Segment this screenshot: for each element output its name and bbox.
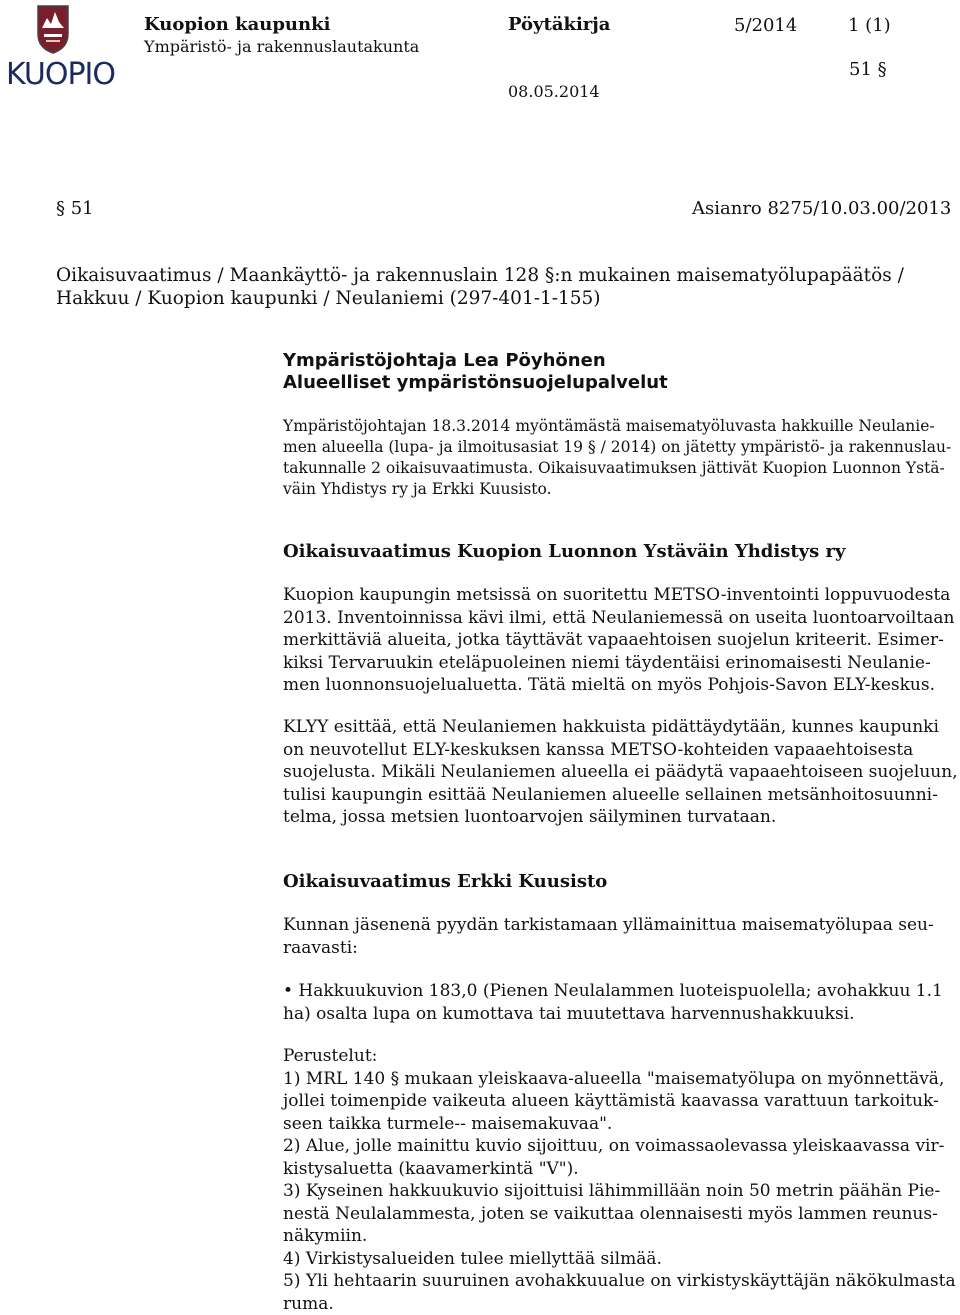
intro-line: men alueella (lupa- ja ilmoitusasiat 19 § / 2014) on jätetty ympäristö- ja rakennuslau- — [283, 437, 951, 458]
case-number: Asianro 8275/10.03.00/2013 — [692, 198, 951, 219]
paragraph-line: 2013. Inventoinnissa kävi ilmi, että Neulaniemessä on useita luontoarvoiltaan — [283, 607, 954, 630]
doc-type: Pöytäkirja — [508, 14, 610, 35]
reason-line: Perustelut: — [283, 1045, 956, 1068]
paragraph-line: Kunnan jäsenenä pyydän tarkistamaan yllämainittua maisematyölupaa seu- — [283, 914, 934, 937]
presenter-line: Ympäristöjohtaja Lea Pöyhönen — [283, 350, 668, 372]
intro-line: väin Yhdistys ry ja Erkki Kuusisto. — [283, 479, 951, 500]
claim1-heading: Oikaisuvaatimus Kuopion Luonnon Ystäväin Yhdistys ry — [283, 541, 845, 562]
logo-wordmark: KUOPIO — [6, 58, 100, 92]
reason-line: 1) MRL 140 § mukaan yleiskaava-alueella "maisematyölupa on myönnettävä, — [283, 1068, 956, 1091]
paragraph-line: Kuopion kaupungin metsissä on suoritettu METSO-inventointi loppuvuodesta — [283, 584, 954, 607]
claim1-paragraph-2 — [283, 716, 958, 829]
section-number: § 51 — [56, 198, 94, 219]
reason-line: 5) Yli hehtaarin suuruinen avohakkuualue on virkistyskäyttäjän näkökulmasta — [283, 1270, 956, 1293]
reason-line: kistysaluetta (kaavamerkintä "V"). — [283, 1158, 956, 1181]
paragraph-line: suojelusta. Mikäli Neulaniemen alueella ei päädytä vapaaehtoiseen suojeluun, — [283, 761, 958, 784]
case-title — [56, 264, 904, 310]
page-number: 1 (1) — [848, 15, 891, 36]
reason-line: 4) Virkistysalueiden tulee miellyttää silmää. — [283, 1248, 956, 1271]
doc-number: 5/2014 — [734, 15, 797, 36]
paragraph-line: KLYY esittää, että Neulaniemen hakkuista pidättäydytään, kunnes kaupunki — [283, 716, 958, 739]
reason-line: näkymiin. — [283, 1225, 956, 1248]
presenter-line: Alueelliset ympäristönsuojelupalvelut — [283, 372, 668, 394]
paragraph-line: on neuvotellut ELY-keskuksen kanssa METSO-kohteiden vapaaehtoisesta — [283, 739, 958, 762]
reason-line: jollei toimenpide vaikeuta alueen käyttämistä kaavassa varattuun tarkoituk- — [283, 1090, 956, 1113]
intro-line: takunnalle 2 oikaisuvaatimusta. Oikaisuvaatimuksen jättivät Kuopion Luonnon Ystä- — [283, 458, 951, 479]
reason-line: 3) Kyseinen hakkuukuvio sijoittuisi lähimmillään noin 50 metrin päähän Pie- — [283, 1180, 956, 1203]
coat-of-arms-icon — [36, 4, 70, 54]
paragraph-line: kiksi Tervaruukin eteläpuoleinen niemi täydentäisi erinomaisesti Neulanie- — [283, 652, 954, 675]
reason-line: seen taikka turmele-- maisemakuvaa". — [283, 1113, 956, 1136]
bullet-line: • Hakkuukuvion 183,0 (Pienen Neulalammen luoteispuolella; avohakkuu 1.1 — [283, 980, 943, 1003]
meeting-date: 08.05.2014 — [508, 82, 600, 101]
paragraph-line: merkittäviä alueita, jotka täyttävät vapaaehtoisen suojelun kriteerit. Esimer- — [283, 629, 954, 652]
bullet-line: ha) osalta lupa on kumottava tai muutettava harvennushakkuuksi. — [283, 1003, 943, 1026]
board-name: Ympäristö- ja rakennuslautakunta — [144, 37, 419, 56]
reason-line: nestä Neulalammesta, joten se vaikuttaa olennaisesti myös lammen reunus- — [283, 1203, 956, 1226]
paragraph-line: tulisi kaupungin esittää Neulaniemen alueelle sellainen metsänhoitosuunni- — [283, 784, 958, 807]
presenter — [283, 350, 668, 394]
claim2-bullet — [283, 980, 943, 1025]
paragraph-line: telma, jossa metsien luontoarvojen säilyminen turvataan. — [283, 806, 958, 829]
reason-line: ruma. — [283, 1293, 956, 1315]
claim2-heading: Oikaisuvaatimus Erkki Kuusisto — [283, 871, 607, 892]
title-line: Oikaisuvaatimus / Maankäyttö- ja rakennuslain 128 §:n mukainen maisematyölupapäätös / — [56, 264, 904, 287]
claim2-request — [283, 914, 934, 959]
paragraph-line: men luonnonsuojelualuetta. Tätä mieltä on myös Pohjois-Savon ELY-keskus. — [283, 674, 954, 697]
reason-line: 2) Alue, jolle mainittu kuvio sijoittuu, on voimassaolevassa yleiskaavassa vir- — [283, 1135, 956, 1158]
claim1-paragraph-1 — [283, 584, 954, 697]
org-name: Kuopion kaupunki — [144, 14, 330, 35]
section-ref: 51 § — [849, 59, 887, 80]
intro-paragraph — [283, 416, 951, 500]
claim2-reasons — [283, 1045, 956, 1315]
paragraph-line: raavasti: — [283, 937, 934, 960]
intro-line: Ympäristöjohtajan 18.3.2014 myöntämästä maisematyöluvasta hakkuille Neulanie- — [283, 416, 951, 437]
kuopio-logo — [4, 2, 100, 94]
title-line: Hakkuu / Kuopion kaupunki / Neulaniemi (297-401-1-155) — [56, 287, 904, 310]
